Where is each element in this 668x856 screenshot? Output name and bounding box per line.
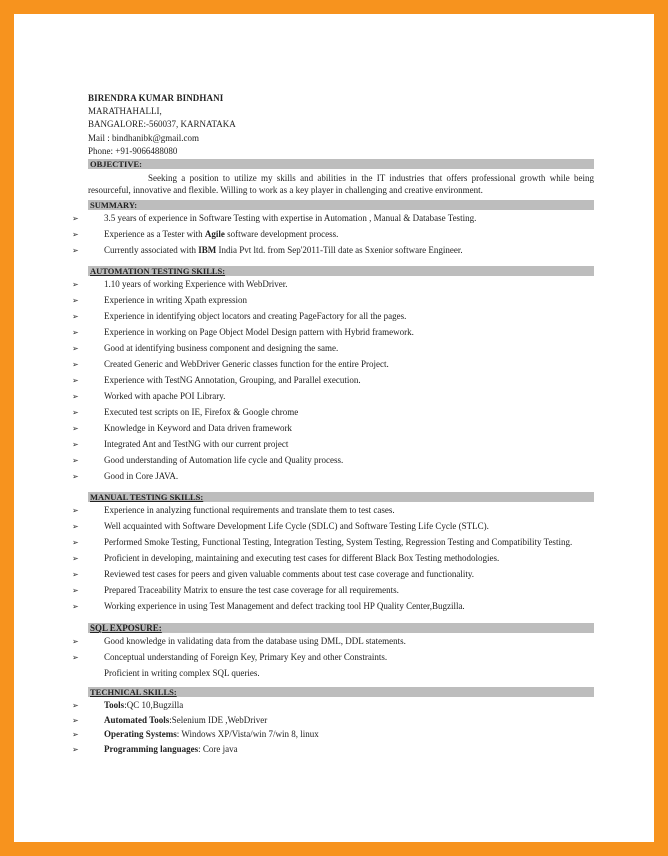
address-line-1: MARATHAHALLI, — [88, 106, 162, 117]
summary-item-pre: Currently associated with — [104, 245, 199, 256]
summary-item — [72, 213, 594, 225]
automation-item — [72, 470, 594, 483]
automation-item-text: Experience with TestNG Annotation, Grouping, and Parallel execution. — [104, 374, 361, 385]
bullet-arrow-icon: ➢ — [72, 586, 79, 596]
sql-item — [72, 651, 594, 664]
automation-item-text: Experience in writing Xpath expression — [104, 294, 247, 305]
bullet-arrow-icon: ➢ — [72, 327, 79, 337]
bullet-arrow-icon: ➢ — [72, 391, 79, 401]
sql-extra-line: Proficient in writing complex SQL queries. — [104, 667, 260, 678]
technical-item — [72, 743, 594, 756]
technical-item-label: Operating Systems — [104, 729, 177, 740]
sql-item-text: Good knowledge in validating data from the database using DML, DDL statements. — [104, 635, 406, 646]
automation-list — [72, 278, 594, 483]
technical-item-value: : Windows XP/Vista/win 7/win 8, linux — [176, 729, 319, 740]
automation-item — [72, 422, 594, 435]
manual-item-text: Well acquainted with Software Development Life Cycle (SDLC) and Software Testing Life Cycle (STLC). — [104, 521, 489, 532]
summary-item-pre: Experience as a Tester with — [104, 229, 205, 240]
summary-item-pre: 3.5 years of experience in Software Testing with expertise in Automation , Manual & Database Testing. — [104, 213, 477, 224]
bullet-arrow-icon: ➢ — [72, 214, 79, 224]
sql-item — [72, 635, 594, 648]
automation-item — [72, 310, 594, 323]
technical-list — [72, 700, 594, 755]
manual-heading: MANUAL TESTING SKILLS: — [88, 492, 594, 502]
automation-item-text: Created Generic and WebDriver Generic classes function for the entire Project. — [104, 358, 389, 369]
summary-heading: SUMMARY: — [88, 200, 594, 210]
automation-item-text: Worked with apache POI Library. — [104, 390, 226, 401]
bullet-arrow-icon: ➢ — [72, 407, 79, 417]
automation-heading: AUTOMATION TESTING SKILLS: — [88, 266, 594, 276]
bullet-arrow-icon: ➢ — [72, 701, 79, 711]
bullet-arrow-icon: ➢ — [72, 359, 79, 369]
automation-item — [72, 374, 594, 387]
bullet-arrow-icon: ➢ — [72, 522, 79, 532]
automation-item-text: Executed test scripts on IE, Firefox & Google chrome — [104, 406, 299, 417]
candidate-name: BIRENDRA KUMAR BINDHANI — [88, 93, 224, 103]
summary-item-bold: IBM — [198, 245, 217, 256]
bullet-arrow-icon: ➢ — [72, 423, 79, 433]
automation-item — [72, 454, 594, 467]
bullet-arrow-icon: ➢ — [72, 715, 79, 725]
email-line: Mail : bindhanibk@gmail.com — [88, 132, 200, 143]
bullet-arrow-icon: ➢ — [72, 455, 79, 465]
bullet-arrow-icon: ➢ — [72, 554, 79, 564]
technical-item-label: Automated Tools — [104, 714, 170, 725]
technical-item-value: :QC 10,Bugzilla — [124, 700, 184, 711]
automation-item-text: Good in Core JAVA. — [104, 470, 179, 481]
manual-item — [72, 601, 594, 613]
bullet-arrow-icon: ➢ — [72, 506, 79, 516]
manual-item — [72, 569, 594, 581]
manual-item-text: Proficient in developing, maintaining and executing test cases for different Black Box Testing methodologies. — [104, 553, 500, 564]
bullet-arrow-icon: ➢ — [72, 636, 79, 646]
automation-item — [72, 294, 594, 307]
automation-item-text: Good understanding of Automation life cycle and Quality process. — [104, 454, 344, 465]
bullet-arrow-icon: ➢ — [72, 343, 79, 353]
automation-item — [72, 406, 594, 419]
technical-item-label: Tools — [104, 700, 125, 711]
automation-item-text: Experience in identifying object locators and creating PageFactory for all the pages. — [104, 310, 407, 321]
technical-item-label: Programming languages — [104, 743, 199, 754]
summary-item — [72, 245, 594, 257]
summary-item — [72, 229, 594, 241]
automation-item — [72, 390, 594, 403]
bullet-arrow-icon: ➢ — [72, 652, 79, 662]
resume-page — [14, 14, 654, 842]
bullet-arrow-icon: ➢ — [72, 375, 79, 385]
manual-item-text: Reviewed test cases for peers and given valuable comments about test case coverage and functionality. — [104, 569, 475, 580]
automation-item — [72, 278, 594, 291]
bullet-arrow-icon: ➢ — [72, 439, 79, 449]
summary-list — [72, 213, 594, 257]
automation-item-text: 1.10 years of working Experience with WebDriver. — [104, 278, 288, 289]
contact-block — [88, 92, 594, 158]
manual-item — [72, 537, 594, 549]
phone-line: Phone: +91-9066488080 — [88, 145, 178, 156]
manual-list — [72, 505, 594, 613]
technical-item-value: :Selenium IDE ,WebDriver — [169, 714, 268, 725]
technical-heading: TECHNICAL SKILLS: — [88, 687, 594, 697]
address-line-2: BANGALORE:-560037, KARNATAKA — [88, 119, 236, 130]
bullet-arrow-icon: ➢ — [72, 744, 79, 754]
bullet-arrow-icon: ➢ — [72, 538, 79, 548]
manual-item-text: Performed Smoke Testing, Functional Testing, Integration Testing, System Testing, Regression Testing and Compatibility Testing. — [104, 537, 573, 548]
automation-item-text: Good at identifying business component and designing the same. — [104, 342, 339, 353]
resume-content — [72, 92, 594, 758]
technical-item — [72, 714, 594, 727]
manual-item — [72, 553, 594, 565]
sql-heading: SQL EXPOSURE: — [88, 623, 594, 633]
automation-item — [72, 358, 594, 371]
bullet-arrow-icon: ➢ — [72, 602, 79, 612]
automation-item-text: Experience in working on Page Object Model Design pattern with Hybrid framework. — [104, 326, 414, 337]
manual-item — [72, 585, 594, 597]
summary-item-post: India Pvt ltd. from Sep'2011-Till date as Sxenior software Engineer. — [216, 245, 463, 256]
automation-item-text: Knowledge in Keyword and Data driven framework — [104, 422, 292, 433]
technical-item — [72, 729, 594, 741]
manual-item-text: Prepared Traceability Matrix to ensure the test case coverage for all requirements. — [104, 585, 399, 596]
objective-heading: OBJECTIVE: — [88, 159, 594, 169]
bullet-arrow-icon: ➢ — [72, 246, 79, 256]
bullet-arrow-icon: ➢ — [72, 230, 79, 240]
bullet-arrow-icon: ➢ — [72, 295, 79, 305]
bullet-arrow-icon: ➢ — [72, 471, 79, 481]
bullet-arrow-icon: ➢ — [72, 570, 79, 580]
sql-item-text: Conceptual understanding of Foreign Key, Primary Key and other Constraints. — [104, 651, 388, 662]
bullet-arrow-icon: ➢ — [72, 730, 79, 740]
automation-item — [72, 342, 594, 355]
technical-item — [72, 700, 594, 712]
bullet-arrow-icon: ➢ — [72, 279, 79, 289]
automation-item — [72, 438, 594, 451]
summary-item-post: software development process. — [224, 229, 339, 240]
automation-item-text: Integrated Ant and TestNG with our current project — [104, 438, 289, 449]
manual-item-text: Working experience in using Test Management and defect tracking tool HP Quality Center,Bugzilla. — [104, 601, 465, 612]
manual-item — [72, 505, 594, 517]
objective-text: Seeking a position to utilize my skills and abilities in the IT industries that offers professional growth while being resourceful, innovative and flexible. Willing to work as a key player in challenging and creative environment. — [88, 173, 594, 196]
sql-list — [72, 635, 594, 664]
manual-item-text: Experience in analyzing functional requirements and translate them to test cases. — [104, 505, 395, 516]
bullet-arrow-icon: ➢ — [72, 311, 79, 321]
automation-item — [72, 326, 594, 339]
technical-item-value: : Core java — [198, 743, 238, 754]
manual-item — [72, 521, 594, 533]
summary-item-bold: Agile — [204, 229, 225, 240]
